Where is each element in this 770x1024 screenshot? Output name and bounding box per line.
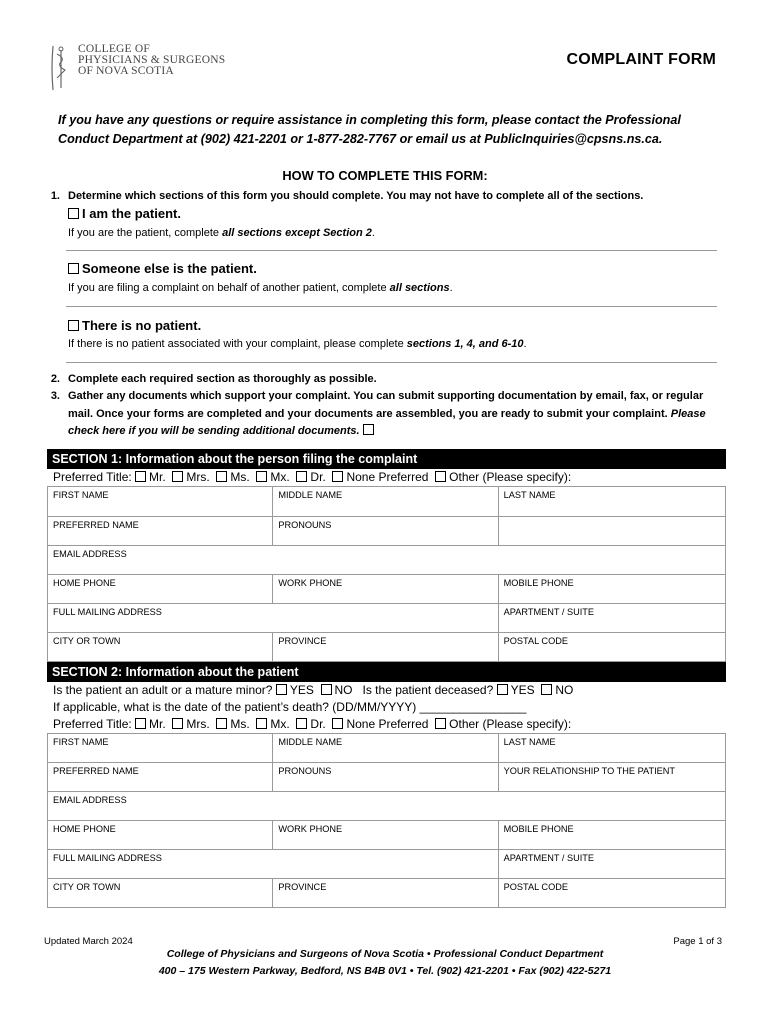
option-no-patient-desc xyxy=(68,338,527,350)
option-no-patient[interactable] xyxy=(68,318,201,333)
title-other-checkbox[interactable] xyxy=(435,471,446,482)
work-phone-field[interactable]: WORK PHONE xyxy=(273,575,498,603)
org-line-1: COLLEGE OF xyxy=(78,43,150,55)
section-2-preferred-title xyxy=(47,716,726,733)
patient-postal-code-field[interactable]: POSTAL CODE xyxy=(503,882,568,892)
title-mr-checkbox[interactable] xyxy=(135,471,146,482)
patient-preferred-name-field[interactable]: PREFERRED NAME xyxy=(48,763,273,791)
patient-email-field[interactable]: EMAIL ADDRESS xyxy=(53,795,127,805)
title-mrs-label: Mrs. xyxy=(186,717,210,731)
caduceus-logo-icon xyxy=(50,44,72,92)
option-no-patient-label: There is no patient. xyxy=(82,318,202,333)
option-someone-else-desc-em: all sections xyxy=(389,282,450,294)
deceased-no-label: NO xyxy=(555,683,574,697)
title-other-label: Other (Please specify): xyxy=(449,470,572,484)
org-line-3: OF NOVA SCOTIA xyxy=(78,65,174,77)
patient-last-name-field[interactable]: LAST NAME xyxy=(503,737,556,747)
patient-pronouns-field[interactable]: PRONOUNS xyxy=(273,763,498,791)
postal-code-field[interactable]: POSTAL CODE xyxy=(503,636,568,646)
intro-text: If you have any questions or require assistance in completing this form, please contact the Professional Conduct Department at (902) 421-2201 or 1-877-282-7767 or email us at PublicInquiries@cpsns.ns.ca. xyxy=(58,113,681,146)
option-no-patient-checkbox[interactable] xyxy=(68,320,79,331)
date-of-death[interactable]: If applicable, what is the date of the patient’s death? (DD/MM/YYYY) ________________ xyxy=(53,700,527,714)
title-mr-label: Mr. xyxy=(149,470,166,484)
org-line-2: PHYSICIANS & SURGEONS xyxy=(78,54,226,66)
additional-documents-checkbox[interactable] xyxy=(363,424,374,435)
city-town-field[interactable]: CITY OR TOWN xyxy=(48,633,273,661)
adult-yes-checkbox[interactable] xyxy=(276,684,287,695)
adult-no-checkbox[interactable] xyxy=(321,684,332,695)
title-mrs-checkbox[interactable] xyxy=(172,718,183,729)
updated-date: Updated March 2024 xyxy=(44,936,133,947)
option-patient-desc-em: all sections except Section 2 xyxy=(222,227,372,239)
apartment-suite-field[interactable]: APARTMENT / SUITE xyxy=(503,607,595,617)
form-row xyxy=(48,821,725,850)
option-no-patient-desc-em: sections 1, 4, and 6-10 xyxy=(406,338,524,350)
patient-middle-name-field[interactable]: MIDDLE NAME xyxy=(273,734,498,762)
deceased-yes-checkbox[interactable] xyxy=(497,684,508,695)
adult-question: Is the patient an adult or a mature minor? xyxy=(53,683,273,697)
title-none-checkbox[interactable] xyxy=(332,718,343,729)
patient-province-field[interactable]: PROVINCE xyxy=(273,879,498,907)
step-3-text: Gather any documents which support your complaint. You can submit supporting documentation by email, fax, or regular mail. Once your forms are completed and your documents are assembled, you are ready to submit your complaint. xyxy=(68,390,704,420)
title-ms-checkbox[interactable] xyxy=(216,718,227,729)
section-1-header: SECTION 1: Information about the person filing the complaint xyxy=(47,449,726,469)
step-2-text: Complete each required section as thoroughly as possible. xyxy=(68,373,377,385)
how-to-title: HOW TO COMPLETE THIS FORM: xyxy=(282,168,488,183)
title-none-label: None Preferred xyxy=(346,717,429,731)
middle-name-field[interactable]: MIDDLE NAME xyxy=(273,487,498,516)
divider xyxy=(66,250,717,251)
option-patient-label: I am the patient. xyxy=(82,206,181,221)
form-row xyxy=(48,487,725,517)
section-1-preferred-title xyxy=(47,469,726,486)
title-ms-label: Ms. xyxy=(230,470,250,484)
title-mr-label: Mr. xyxy=(149,717,166,731)
patient-home-phone-field[interactable]: HOME PHONE xyxy=(48,821,273,849)
step-2-number: 2. xyxy=(50,373,60,385)
step-3-number: 3. xyxy=(50,390,60,402)
title-mx-label: Mx. xyxy=(270,717,290,731)
title-dr-label: Dr. xyxy=(310,470,326,484)
option-someone-else-desc xyxy=(68,282,453,294)
preferred-title-label: Preferred Title: xyxy=(53,717,132,731)
footer-line-2: 400 – 175 Western Parkway, Bedford, NS B4B 0V1 • Tel. (902) 421-2201 • Fax (902) 422-5271 xyxy=(158,965,612,977)
option-someone-else-desc-post: . xyxy=(449,282,453,294)
title-none-checkbox[interactable] xyxy=(332,471,343,482)
option-no-patient-desc-pre: If there is no patient associated with your complaint, please complete xyxy=(68,338,407,350)
title-dr-label: Dr. xyxy=(310,717,326,731)
patient-mailing-address-field[interactable]: FULL MAILING ADDRESS xyxy=(48,850,499,878)
step-1-text: Determine which sections of this form you should complete. You may not have to complete all of the sections. xyxy=(68,190,644,202)
step-1 xyxy=(28,188,643,205)
deceased-yes-label: YES xyxy=(510,683,535,697)
deceased-question: Is the patient deceased? xyxy=(362,683,494,697)
option-patient-checkbox[interactable] xyxy=(68,208,79,219)
title-other-checkbox[interactable] xyxy=(435,718,446,729)
option-patient-desc xyxy=(68,227,375,239)
title-none-label: None Preferred xyxy=(346,470,429,484)
option-someone-else[interactable] xyxy=(68,261,257,276)
title-mx-checkbox[interactable] xyxy=(256,718,267,729)
college-logo xyxy=(50,44,225,92)
mobile-phone-field[interactable]: MOBILE PHONE xyxy=(503,578,574,588)
title-mrs-checkbox[interactable] xyxy=(172,471,183,482)
form-row xyxy=(48,604,725,633)
page-number: Page 1 of 3 xyxy=(673,936,722,947)
mailing-address-field[interactable]: FULL MAILING ADDRESS xyxy=(48,604,499,632)
divider xyxy=(66,306,717,307)
step-2 xyxy=(28,371,377,388)
option-patient[interactable] xyxy=(68,206,181,221)
form-row xyxy=(48,879,725,908)
preferred-title-label: Preferred Title: xyxy=(53,470,132,484)
deceased-no-checkbox[interactable] xyxy=(541,684,552,695)
patient-first-name-field[interactable]: FIRST NAME xyxy=(48,734,273,762)
province-field[interactable]: PROVINCE xyxy=(273,633,498,661)
footer-line-1: College of Physicians and Surgeons of Nova Scotia • Professional Conduct Department xyxy=(166,948,604,960)
step-1-number: 1. xyxy=(50,190,60,202)
option-someone-else-desc-pre: If you are filing a complaint on behalf of another patient, complete xyxy=(68,282,390,294)
email-field[interactable]: EMAIL ADDRESS xyxy=(53,549,127,559)
section-2-header: SECTION 2: Information about the patient xyxy=(47,662,726,682)
option-no-patient-desc-post: . xyxy=(523,338,527,350)
title-dr-checkbox[interactable] xyxy=(296,718,307,729)
form-row xyxy=(48,633,725,662)
preferred-name-field[interactable]: PREFERRED NAME xyxy=(48,517,273,545)
title-other-label: Other (Please specify): xyxy=(449,717,572,731)
step-3-additional-docs: Please check here if you will be sending additional documents. xyxy=(68,407,706,437)
divider xyxy=(66,362,717,363)
title-mx-label: Mx. xyxy=(270,470,290,484)
adult-no-label: NO xyxy=(334,683,353,697)
step-3 xyxy=(68,388,723,441)
pronouns-field[interactable]: PRONOUNS xyxy=(273,517,498,545)
title-dr-checkbox[interactable] xyxy=(296,471,307,482)
form-row xyxy=(48,792,725,821)
last-name-field[interactable]: LAST NAME xyxy=(503,490,556,500)
option-someone-else-label: Someone else is the patient. xyxy=(82,261,257,276)
adult-yes-label: YES xyxy=(289,683,314,697)
patient-mobile-phone-field[interactable]: MOBILE PHONE xyxy=(503,824,574,834)
patient-apartment-suite-field[interactable]: APARTMENT / SUITE xyxy=(503,853,595,863)
patient-city-town-field[interactable]: CITY OR TOWN xyxy=(48,879,273,907)
form-row xyxy=(48,546,725,575)
home-phone-field[interactable]: HOME PHONE xyxy=(48,575,273,603)
patient-work-phone-field[interactable]: WORK PHONE xyxy=(273,821,498,849)
form-row xyxy=(48,575,725,604)
form-row xyxy=(48,517,725,546)
option-someone-else-checkbox[interactable] xyxy=(68,263,79,274)
relationship-field[interactable]: YOUR RELATIONSHIP TO THE PATIENT xyxy=(503,766,676,776)
title-mx-checkbox[interactable] xyxy=(256,471,267,482)
title-ms-checkbox[interactable] xyxy=(216,471,227,482)
form-row xyxy=(48,734,725,763)
title-ms-label: Ms. xyxy=(230,717,250,731)
blank-field[interactable] xyxy=(499,517,725,545)
section-2-fields xyxy=(47,733,726,908)
form-row xyxy=(48,850,725,879)
section-1 xyxy=(47,449,726,662)
section-1-fields xyxy=(47,486,726,662)
title-mrs-label: Mrs. xyxy=(186,470,210,484)
option-patient-desc-pre: If you are the patient, complete xyxy=(68,227,223,239)
option-patient-desc-post: . xyxy=(371,227,375,239)
step-3-number-wrap xyxy=(28,388,68,405)
section-2 xyxy=(47,662,726,908)
first-name-field[interactable]: FIRST NAME xyxy=(48,487,273,516)
section-2-adult-deceased xyxy=(47,682,726,699)
form-row xyxy=(48,763,725,792)
form-title: COMPLAINT FORM xyxy=(566,51,716,68)
title-mr-checkbox[interactable] xyxy=(135,718,146,729)
